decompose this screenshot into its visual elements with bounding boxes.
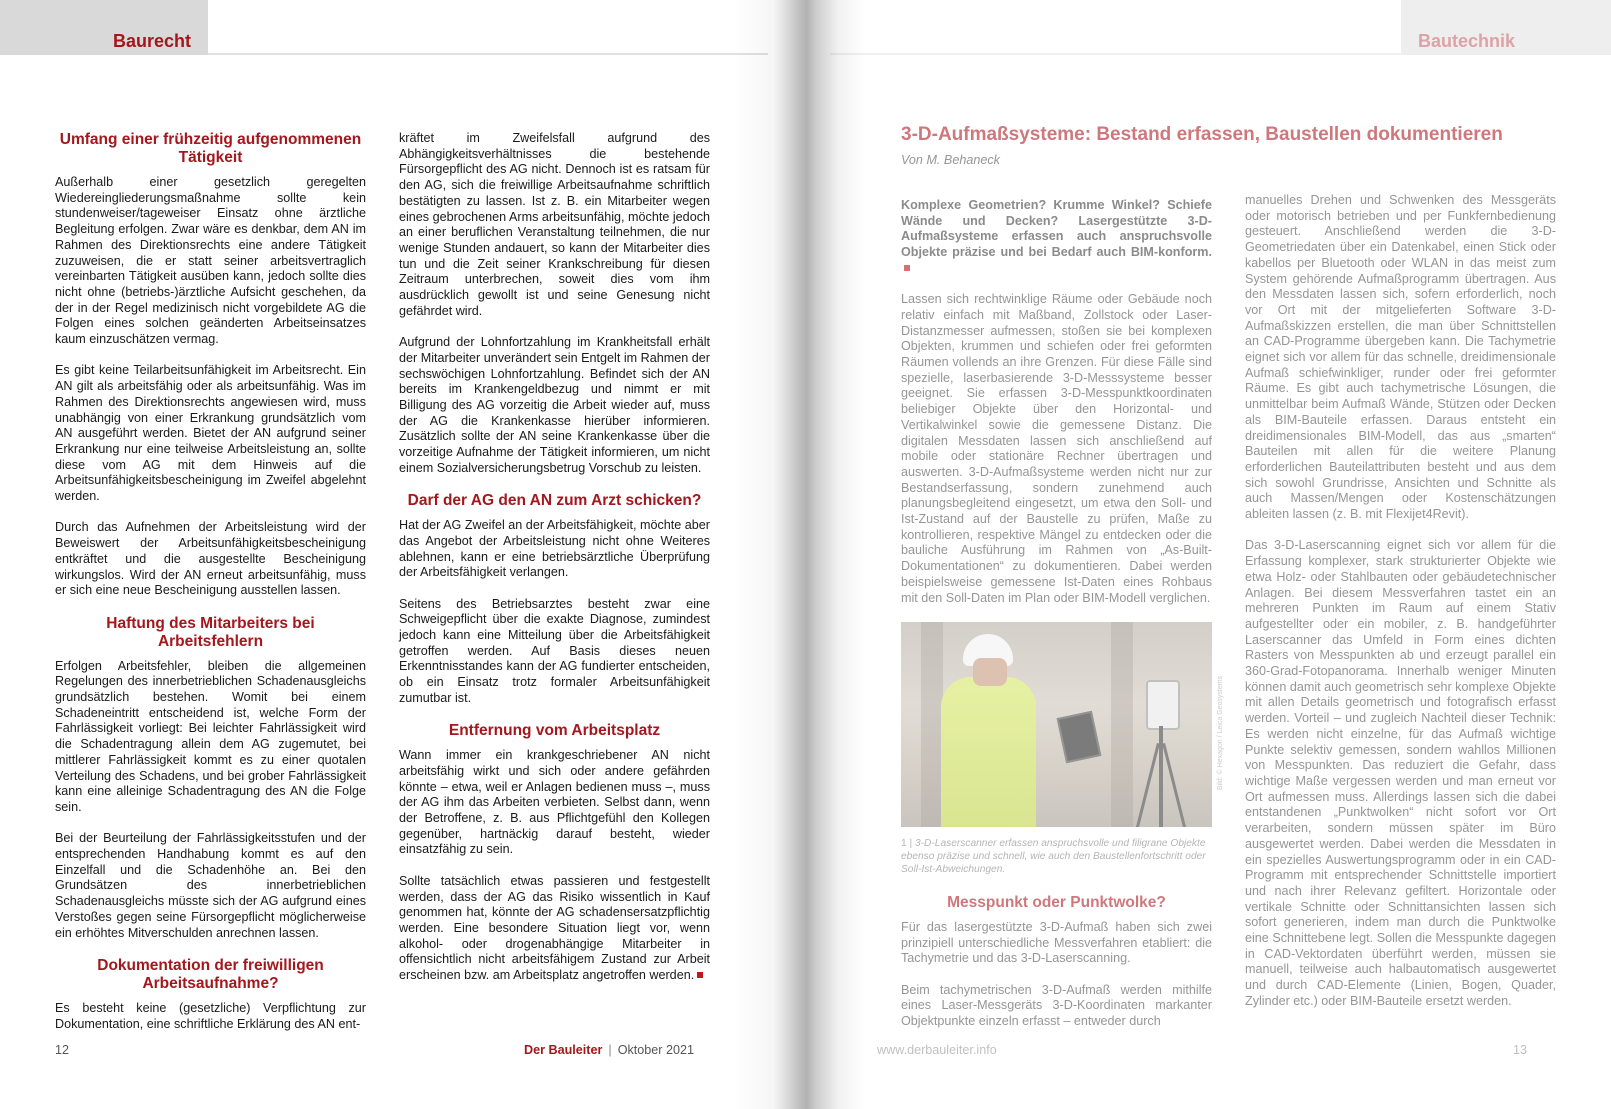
- article-title: 3-D-Aufmaßsysteme: Bestand erfassen, Baustellen dokumentieren: [901, 124, 1503, 145]
- section-heading: Umfang einer frühzeitig aufgenommenen Tätigkeit: [59, 131, 362, 166]
- paragraph: Hat der AG Zweifel an der Arbeitsfähigkeit, möchte aber das Angebot der Arbeitsleistung nicht ohne Weiteres ablehnen, kann er eine betriebsärztliche Überprüfung der Arbeitsfähigkeit verlangen.: [399, 518, 710, 580]
- section-heading: Darf der AG den AN zum Arzt schicken?: [407, 492, 702, 510]
- tripod-icon: [1159, 726, 1163, 827]
- paragraph: Bei der Beurteilung der Fahrlässigkeitsstufen und der entsprechenden Handhabung kommt es auf den Einzelfall und die Schadenhöhe an. Bei den Grundsätzen des innerbetrieblichen Schadenausgleichs müsste sich der AG aufgrund eines Verstoßes gegen seine Fürsorgepflicht möglicherweise ein erhöhtes Mitverschulden anrechnen lassen.: [55, 831, 366, 940]
- background-pillar: [1111, 622, 1133, 827]
- section-heading: Dokumentation der freiwilligen Arbeitsaufnahme?: [97, 956, 324, 992]
- section-heading: Entfernung vom Arbeitsplatz: [448, 722, 661, 740]
- paragraph: kräftet im Zweifelsfall aufgrund des Abhängigkeitsverhältnisses die bestehende Fürsorgepflicht des AG nicht. Dennoch ist es ratsam für den AG, sich die freiwillige Arbeitsaufnahme schriftlich bestätigten zu lassen. Ist z. B. ein Mitarbeiter wegen eines gebrochenen Arms arbeitsunfähig, möchte jedoch an einer beruflichen Veranstaltung teilnehmen, die nur wenige Stunden andauert, so kann der Mitarbeiter dies tun und die Zeit seiner Krankschreibung für diesen Zeitraum unterbrechen, soweit dies vom ihm ausdrücklich gewollt ist und seine Genesung nicht gefährdet wird.: [399, 131, 710, 318]
- paragraph: Wann immer ein krankgeschriebener AN nicht arbeitsfähig wirkt und sich oder andere gefährden könnte – etwa, weil er Anlagen bedienen muss –, muss der AG ihm das Arbeiten verbieten. Selbst dann, wenn der Betroffene, z. B. aus Pflichtgefühl den Kollegen gegenüber, hartnäckig darauf besteht, wieder einsatzfähig zu sein.: [399, 748, 710, 857]
- caption-text: 3-D-Laserscanner erfassen anspruchsvolle und filigrane Objekte ebenso präzise und schnell, wie auch den Baustellenfortschritt oder Soll-Ist-Abweichungen.: [901, 837, 1206, 875]
- footer-url: www.derbauleiter.info: [877, 1043, 997, 1057]
- paragraph: Lassen sich rechtwinklige Räume oder Gebäude noch relativ einfach mit Maßband, Zollstock oder Laser-Distanzmesser aufmessen, stoßen sie bei komplexen Objekten, krummen und schiefen oder frei geformten Räumen vollends an ihre Grenzen. Für diese Fälle sind spezielle, laserbasierende 3-D-Messsysteme besser geeignet. Sie erfassen 3-D-Messpunktkoordinaten beliebiger Objekte über den Horizontal- und Vertikalwinkel sowie die gemessene Distanz. Die digitalen Messdaten lassen sich anschließend auf mobile oder stationäre Rechner übertragen und auswerten. 3-D-Aufmaßsysteme werden nicht nur zur Bestandserfassung, sondern zunehmend auch planungsbegleitend eingesetzt, um etwa den Soll- und Ist-Zustand auf der Baustelle zu prüfen, Maße zu kontrollieren, respektive Mängel zu entdecken oder die bauliche Ausführung im Rahmen von „As-Built-Dokumentationen“ zu dokumentieren. Dabei werden beispielsweise gemessene Ist-Daten eines Rohbaus mit den Soll-Daten im Plan oder BIM-Modell verglichen.: [901, 292, 1212, 605]
- background-pillar: [921, 622, 943, 827]
- article-byline: Von M. Behaneck: [901, 153, 1000, 167]
- tripod-leg: [1162, 743, 1187, 827]
- right-column-2: [1245, 193, 1556, 1025]
- magazine-name: Der Bauleiter: [524, 1043, 603, 1057]
- laser-scanner-photo: [901, 622, 1212, 827]
- right-page: [790, 0, 1611, 1109]
- image-caption: [901, 837, 1212, 876]
- photo-credit: Bild: © Hexagon / Leica Geosystems: [1217, 675, 1224, 790]
- caption-number: 1 |: [901, 837, 913, 849]
- paragraph: Beim tachymetrischen 3-D-Aufmaß werden mithilfe eines Laser-Messgeräts 3-D-Koordinaten markanter Objektpunkte einzeln erfasst – entweder durch: [901, 982, 1212, 1029]
- paragraph: Das 3-D-Laserscanning eignet sich vor allem für die Erfassung komplexer, stark strukturierter Objekte wie etwa Holz- oder Stahlbauten oder gebäudetechnischer Anlagen. Bei diesem Messverfahren tastet ein an mehreren Punkten im Raum auf einem Stativ aufgestellter oder ein mobiler, z. B. handgeführter Laserscanner das Umfeld in Form eines dichten Rasters von Messpunkten ab und erzeugt parallel ein 360-Grad-Fotopanorama. Innerhalb weniger Minuten können damit auch geometrisch sehr komplexe Objekte mit allen Details geometrisch und fotografisch erfasst werden. Vorteil – und zugleich Nachteil dieser Technik: Es werden nicht einzelne, für das Aufmaß wichtige Punkte selektiv gemessen, sondern wahllos Millionen von Messpunkten. Das reduziert die Gefahr, dass wichtige Maße vergessen werden und man erneut vor Ort aufmessen muss. Allerdings lassen sich die dabei entstandenen „Punktwolken“ nicht sofort vor Ort verarbeiten, sondern müssen später im Büro ausgewertet werden. Dabei werden die Messdaten in ein spezielles Auswertungsprogramm oder in ein CAD-Programm mit entsprechender Schnittstelle importiert und nach ihrer Relevanz gefiltert. Horizontale oder vertikale Schnitte oder Schnittansichten lassen sich sofort generieren, indem man durch die Punktwolke eine Schnittebene legt. Sollen die Messpunkte dagegen in CAD-Vektordaten überführt werden, müssen sie manuell, teilweise auch halbautomatisch ausgewertet und durch CAD-Elemente (Linien, Bogen, Quader, Zylinder etc.) oder BIM-Bauteile ersetzt werden.: [1245, 538, 1556, 1008]
- right-column-1: [901, 198, 1212, 1046]
- end-mark-icon: [697, 972, 703, 978]
- issue-date: Oktober 2021: [617, 1043, 695, 1057]
- left-column-2: [399, 131, 710, 999]
- paragraph: manuelles Drehen und Schwenken des Messgeräts oder motorisch betrieben und per Funkfernbedienung gesteuert. Anschließend werden die 3-D-Geometriedaten über ein Datenkabel, einen Stick oder kabellos per Bluetooth oder WLAN in das meist zum System gehörende Aufmaßprogramm übertragen. Aus den Messdaten lassen sich, sofern erforderlich, noch vor Ort mit der mitgelieferten Software 3-D-Aufmaßskizzen erstellen, die man über Schnittstellen an CAD-Programme übergeben kann. Die Tachymetrie eignet sich vor allem für das schnelle, dreidimensionale Aufmaß schiefwinkliger, runder oder frei geformter Räume. Es gibt auch tachymetrische Lösungen, die unmittelbar beim Aufmaß Wände, Stützen oder Decken als BIM-Bauteile erfassen. Daraus entsteht ein dreidimensionales BIM-Modell, das aus „smarten“ Bauteilen mit allen für die weitere Planung erforderlichen Bauteilattributen besteht und aus dem sich sowohl Grundrisse, Ansichten und Schnitte als auch Massen/Mengen oder Kostenschätzungen ableiten lassen (z. B. mit Flexijet4Revit).: [1245, 193, 1556, 522]
- laser-scanner-icon: [1146, 680, 1180, 730]
- worker-hi-vis-jacket: [941, 677, 1036, 827]
- left-page: [0, 0, 790, 1109]
- paragraph: Aufgrund der Lohnfortzahlung im Krankheitsfall erhält der Mitarbeiter unverändert sein Entgelt im Rahmen der sechswöchigen Lohnfortzahlung. Befindet sich der AN bereits im Krankengeldbezug und nimmt er mit Billigung des AG vorzeitig die Arbeit wieder auf, muss der AG die Krankenkasse hierüber informieren. Zusätzlich sollte der AN seine Krankenkasse über die vorzeitige Aufnahme der Tätigkeit informieren, um nicht einem Sozialversicherungsbetrug Vorschub zu leisten.: [399, 335, 710, 475]
- paragraph: Durch das Aufnehmen der Arbeitsleistung wird der Beweiswert der Arbeitsunfähigkeitsbescheinigung entkräftet und die ausgestellte Bescheinigung wirkungslos. Wird der AN erneut arbeitsunfähig, muss er sich eine neue Bescheinigung ausstellen lassen.: [55, 520, 366, 598]
- footer-separator: |: [608, 1043, 612, 1057]
- header-rule: [830, 53, 1401, 55]
- paragraph: Für das lasergestützte 3-D-Aufmaß haben sich zwei prinzipiell unterschiedliche Messverfahren etabliert: die Tachymetrie und das 3-D-Laserscanning.: [901, 919, 1212, 966]
- section-heading: Messpunkt oder Punktwolke?: [947, 893, 1166, 911]
- paragraph-last: [399, 874, 710, 984]
- end-mark-icon: [904, 265, 910, 271]
- lead-text: Komplexe Geometrien? Krumme Winkel? Schiefe Wände und Decken? Lasergestützte 3-D-Aufmaßsysteme erfassen auch anspruchsvolle Objekte präzise und bei Bedarf auch BIM-konform.: [901, 198, 1212, 260]
- paragraph: Seitens des Betriebsarztes besteht zwar eine Schweigepflicht über die exakte Diagnose, zumindest jedoch kann eine Mitteilung über die Arbeitsfähigkeit getroffen werden. Auf Basis dieses neuen Erkenntnisstandes kann der AG fundierter entscheiden, ob ein Einsatz trotz formaler Arbeitsunfähigkeit zumutbar ist.: [399, 596, 710, 705]
- paragraph: Es gibt keine Teilarbeitsunfähigkeit im Arbeitsrecht. Ein AN gilt als arbeitsfähig oder als arbeitsunfähig. Was im Rahmen des Direktionsrechts angewiesen wird, muss unabhängig von einer Erkrankung grundsätzlich vom AN ausgeführt werden. Bietet der AN aufgrund seiner Erkrankung nur eine teilweise Arbeitsleistung an, sollte diese vom AG mit dem Hinweis auf die Arbeitsunfähigkeitsbescheinigung im Zweifel abgelehnt werden.: [55, 363, 366, 504]
- paragraph: Außerhalb einer gesetzlich geregelten Wiedereingliederungsmaßnahme sollte kein stundenweiser/tageweiser Einsatz ohne ärztliche Begleitung erfolgen. Zwar wäre es denkbar, dem AN im Rahmen des Direktionsrechts eine andere Tätigkeit zuzuweisen, die er statt seiner arbeitsvertraglich vereinbarten Tätigkeit ausüben kann, jedoch sollte dies nicht ohne (betriebs-)ärztliche Aufsicht geschehen, da der in der Regel medizinisch nicht vorgebildete AG die Folgen eines solchen geänderten Arbeitseinsatzes kaum einzuschätzen vermag.: [55, 175, 366, 347]
- tablet-icon: [1057, 711, 1102, 763]
- section-title: Bautechnik: [1418, 31, 1516, 51]
- footer-brand-line: [524, 1043, 694, 1057]
- page-number-left: 12: [55, 1043, 70, 1057]
- header-rule: [208, 53, 768, 55]
- paragraph: Erfolgen Arbeitsfehler, bleiben die allgemeinen Regelungen des innerbetrieblichen Schadenausgleichs grundsätzlich bestehen. Womit bei einem Schadeneintritt entscheidend ist, welche Form der Fahrlässigkeit vorliegt: Bei leichter Fahrlässigkeit wird die Schadentragung allein dem AG zugemutet, bei mittlerer Fahrlässigkeit kommt es zu einer quotalen Verteilung des Schadens, und bei grober Fahrlässigkeit kann eine alleinige Schadentragung des AN die Folge sein.: [55, 658, 366, 814]
- section-title: Baurecht: [113, 31, 192, 51]
- tripod-leg: [1135, 743, 1160, 827]
- paragraph: Es besteht keine (gesetzliche) Verpflichtung zur Dokumentation, eine schriftliche Erklärung des AN ent-: [55, 1000, 366, 1031]
- page-number-right: 13: [1513, 1043, 1528, 1057]
- article-lead: [901, 198, 1212, 277]
- left-column-1: [55, 131, 366, 1048]
- worker-face: [973, 658, 1007, 686]
- section-heading: Haftung des Mitarbeiters bei Arbeitsfehlern: [106, 614, 315, 650]
- paragraph-text: Sollte tatsächlich etwas passieren und festgestellt werden, dass der AG das Risiko wissentlich in Kauf genommen hat, könnte der AG schadensersatzpflichtig werden. Eine besondere Situation liegt vor, wenn alkohol- oder drogenabhängige Mitarbeiter in offensichtlich nicht arbeitsfähigem Zustand zur Arbeit erscheinen bzw. am Arbeitsplatz angetroffen werden.: [399, 873, 710, 983]
